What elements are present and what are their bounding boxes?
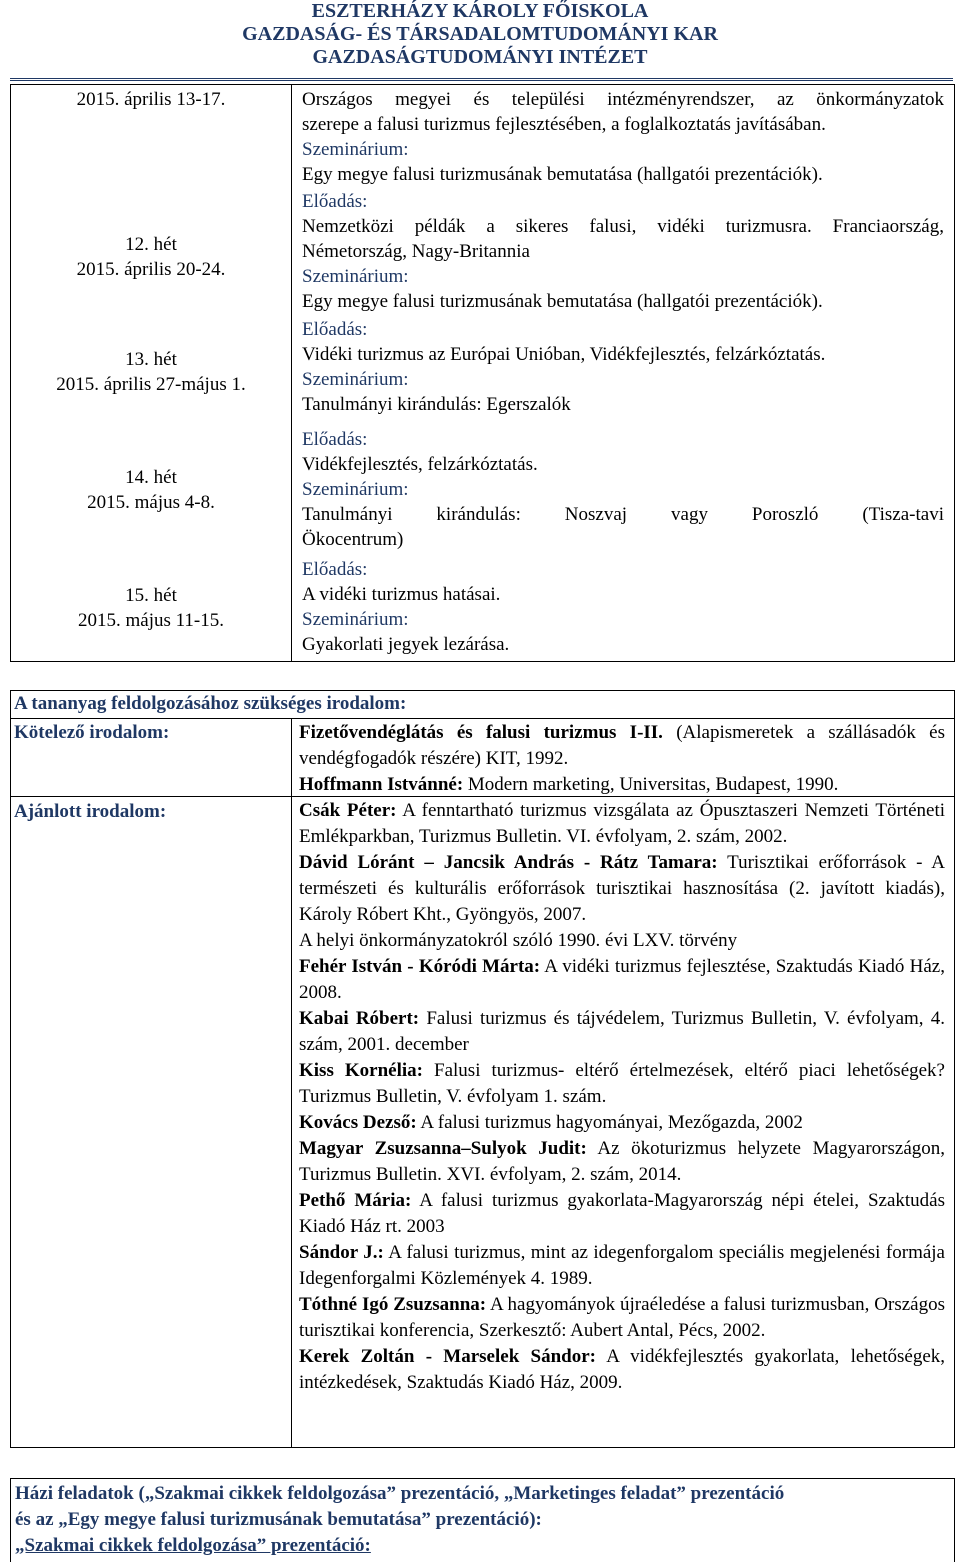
literature-table — [10, 690, 955, 1448]
reference-author: Kabai Róbert: — [299, 1008, 420, 1029]
schedule-content-cell — [302, 557, 944, 657]
week-dates: 2015. április 13-17. — [76, 89, 226, 110]
reference-item — [299, 1058, 945, 1110]
topic-line: szerepe a falusi turizmus fejlesztésében, a foglalkoztatás javításában. — [302, 114, 826, 135]
reference-author: Csák Péter: — [299, 800, 397, 821]
reference-author: Dávid Lóránt – Jancsik András - Rátz Tamara: — [299, 852, 718, 873]
seminar-label: Szeminárium: — [302, 369, 409, 390]
lecture-text: Németország, Nagy-Britannia — [302, 241, 530, 262]
week-dates: 2015. április 27-május 1. — [56, 374, 246, 395]
homework-subheading: „Szakmai cikkek feldolgozása” prezentáció: — [15, 1535, 371, 1556]
reference-details: A hagyományok újraéledése a falusi turizmusban, Országos turisztikai konferencia, Szerkesztő: Aubert Antal, Pécs, 2002. — [299, 1294, 945, 1341]
topic-line: Országos megyei és települési intézményrendszer, az önkormányzatok — [302, 89, 944, 110]
week-dates: 2015. május 11-15. — [77, 610, 224, 631]
header-divider — [10, 78, 953, 81]
reference-author: Fehér István - Kóródi Márta: — [299, 956, 541, 977]
lecture-label: Előadás: — [302, 559, 368, 580]
literature-title: A tananyag feldolgozásához szükséges irodalom: — [14, 693, 407, 714]
schedule-content-cell — [302, 87, 944, 187]
lecture-label: Előadás: — [302, 429, 368, 450]
institution-header — [0, 0, 960, 69]
reference-author: Kiss Kornélia: — [299, 1060, 423, 1081]
column-divider — [291, 85, 292, 661]
reference-author: Kerek Zoltán - Marselek Sándor: — [299, 1346, 597, 1367]
schedule-week-cell — [11, 583, 291, 633]
schedule-week-cell — [11, 87, 291, 112]
reference-author: Sándor J.: — [299, 1242, 384, 1263]
week-dates: 2015. május 4-8. — [87, 492, 215, 513]
seminar-label: Szeminárium: — [302, 266, 409, 287]
reference-item — [299, 772, 945, 798]
schedule-week-cell — [11, 347, 291, 397]
reference-details: A fenntartható turizmus vizsgálata az Ópusztaszeri Nemzeti Történeti Emlékparkban, Turizmus Bulletin. VI. évfolyam, 2. szám, 2002. — [299, 800, 945, 847]
schedule-week-cell — [11, 465, 291, 515]
reference-details: A helyi önkormányzatokról szóló 1990. évi LXV. törvény — [299, 930, 738, 951]
reference-author: Hoffmann Istvánné: — [299, 774, 464, 795]
reference-author: Fizetővendéglátás és falusi turizmus I-II. — [299, 722, 663, 743]
week-number: 13. hét — [125, 349, 177, 370]
reference-author: Magyar Zsuzsanna–Sulyok Judit: — [299, 1138, 587, 1159]
reference-item — [299, 1136, 945, 1188]
homework-box — [10, 1478, 955, 1562]
seminar-text: Gyakorlati jegyek lezárása. — [302, 634, 510, 655]
header-line-1: ESZTERHÁZY KÁROLY FŐISKOLA — [311, 0, 649, 22]
reference-item — [299, 1110, 945, 1136]
reference-details: Az ökoturizmus helyzete Magyarországon, Turizmus Bulletin. XVI. évfolyam, 2. szám, 2014. — [299, 1138, 945, 1185]
header-line-2: GAZDASÁG- ÉS TÁRSADALOMTUDOMÁNYI KAR — [242, 23, 718, 45]
reference-details: (Alapismeretek a szállásadók és vendégfogadók részére) KIT, 1992. — [299, 722, 945, 769]
seminar-label: Szeminárium: — [302, 609, 409, 630]
schedule-table — [10, 84, 955, 662]
seminar-text: Egy megye falusi turizmusának bemutatása (hallgatói prezentációk). — [302, 164, 823, 185]
homework-heading-cont: és az „Egy megye falusi turizmusának bemutatása” prezentáció): — [15, 1509, 542, 1530]
reference-item — [299, 798, 945, 850]
reference-details: A falusi turizmus gyakorlata-Magyarország népi ételei, Szaktudás Kiadó Ház rt. 2003 — [299, 1190, 946, 1237]
header-line-3: GAZDASÁGTUDOMÁNYI INTÉZET — [312, 46, 648, 68]
lecture-text: Vidéki turizmus az Európai Unióban, Vidékfejlesztés, felzárkóztatás. — [302, 344, 826, 365]
reference-details: A vidéki turizmus fejlesztése, Szaktudás Kiadó Ház, 2008. — [299, 956, 945, 1003]
reference-details: A falusi turizmus hagyományai, Mezőgazda, 2002 — [416, 1112, 803, 1133]
schedule-content-cell — [302, 427, 944, 552]
required-literature-list — [299, 720, 945, 798]
lecture-text: Vidékfejlesztés, felzárkóztatás. — [302, 454, 538, 475]
reference-author: Tóthné Igó Zsuzsanna: — [299, 1294, 487, 1315]
reference-item — [299, 1006, 945, 1058]
reference-author: Kovács Dezső: — [299, 1112, 417, 1133]
reference-item — [299, 1344, 945, 1396]
reference-details: A vidékfejlesztés gyakorlata, lehetőségek, intézkedések, Szaktudás Kiadó Ház, 2009. — [299, 1346, 945, 1393]
reference-details: Falusi turizmus- eltérő értelmezések, eltérő piaci lehetőségek? Turizmus Bulletin, V. évfolyam 1. szám. — [299, 1060, 945, 1107]
schedule-content-cell — [302, 317, 944, 417]
seminar-text: Tanulmányi kirándulás: Noszvaj vagy Poroszló (Tisza-tavi — [302, 504, 944, 525]
required-literature-label: Kötelező irodalom: — [14, 722, 170, 743]
recommended-literature-label: Ajánlott irodalom: — [14, 801, 167, 822]
week-number: 15. hét — [125, 585, 177, 606]
reference-details: Turisztikai erőforrások - A természeti és kulturális erőforrások turisztikai hasznosítása (2. javított kiadás), Károly Róbert Kht., Gyöngyös, 2007. — [299, 852, 946, 925]
column-divider — [291, 719, 292, 1447]
reference-author: Pethő Mária: — [299, 1190, 412, 1211]
reference-item — [299, 1188, 945, 1240]
reference-item — [299, 850, 945, 928]
reference-details: Falusi turizmus és tájvédelem, Turizmus Bulletin, V. évfolyam, 4. szám, 2001. december — [299, 1008, 946, 1055]
seminar-text: Egy megye falusi turizmusának bemutatása (hallgatói prezentációk). — [302, 291, 823, 312]
homework-heading: Házi feladatok („Szakmai cikkek feldolgozása” prezentáció, „Marketinges feladat” prezentáció — [15, 1483, 785, 1504]
week-dates: 2015. április 20-24. — [76, 259, 226, 280]
week-number: 12. hét — [125, 234, 177, 255]
recommended-literature-list — [299, 798, 945, 1396]
row-divider — [11, 718, 954, 719]
seminar-label: Szeminárium: — [302, 139, 409, 160]
reference-details: A falusi turizmus, mint az idegenforgalom speciális megjelenési formája Idegenforgalmi Közlemények 4. 1989. — [299, 1242, 945, 1289]
lecture-label: Előadás: — [302, 191, 368, 212]
reference-item — [299, 1240, 945, 1292]
reference-item — [299, 1292, 945, 1344]
reference-item — [299, 928, 945, 954]
schedule-week-cell — [11, 232, 291, 282]
seminar-text: Ökocentrum) — [302, 529, 404, 550]
seminar-label: Szeminárium: — [302, 479, 409, 500]
lecture-text: Nemzetközi példák a sikeres falusi, vidéki turizmusra. Franciaország, — [302, 216, 944, 237]
week-number: 14. hét — [125, 467, 177, 488]
reference-details: Modern marketing, Universitas, Budapest, 1990. — [463, 774, 839, 795]
schedule-content-cell — [302, 189, 944, 314]
lecture-text: A vidéki turizmus hatásai. — [302, 584, 501, 605]
lecture-label: Előadás: — [302, 319, 368, 340]
seminar-text: Tanulmányi kirándulás: Egerszalók — [302, 394, 571, 415]
reference-item — [299, 954, 945, 1006]
reference-item — [299, 720, 945, 772]
